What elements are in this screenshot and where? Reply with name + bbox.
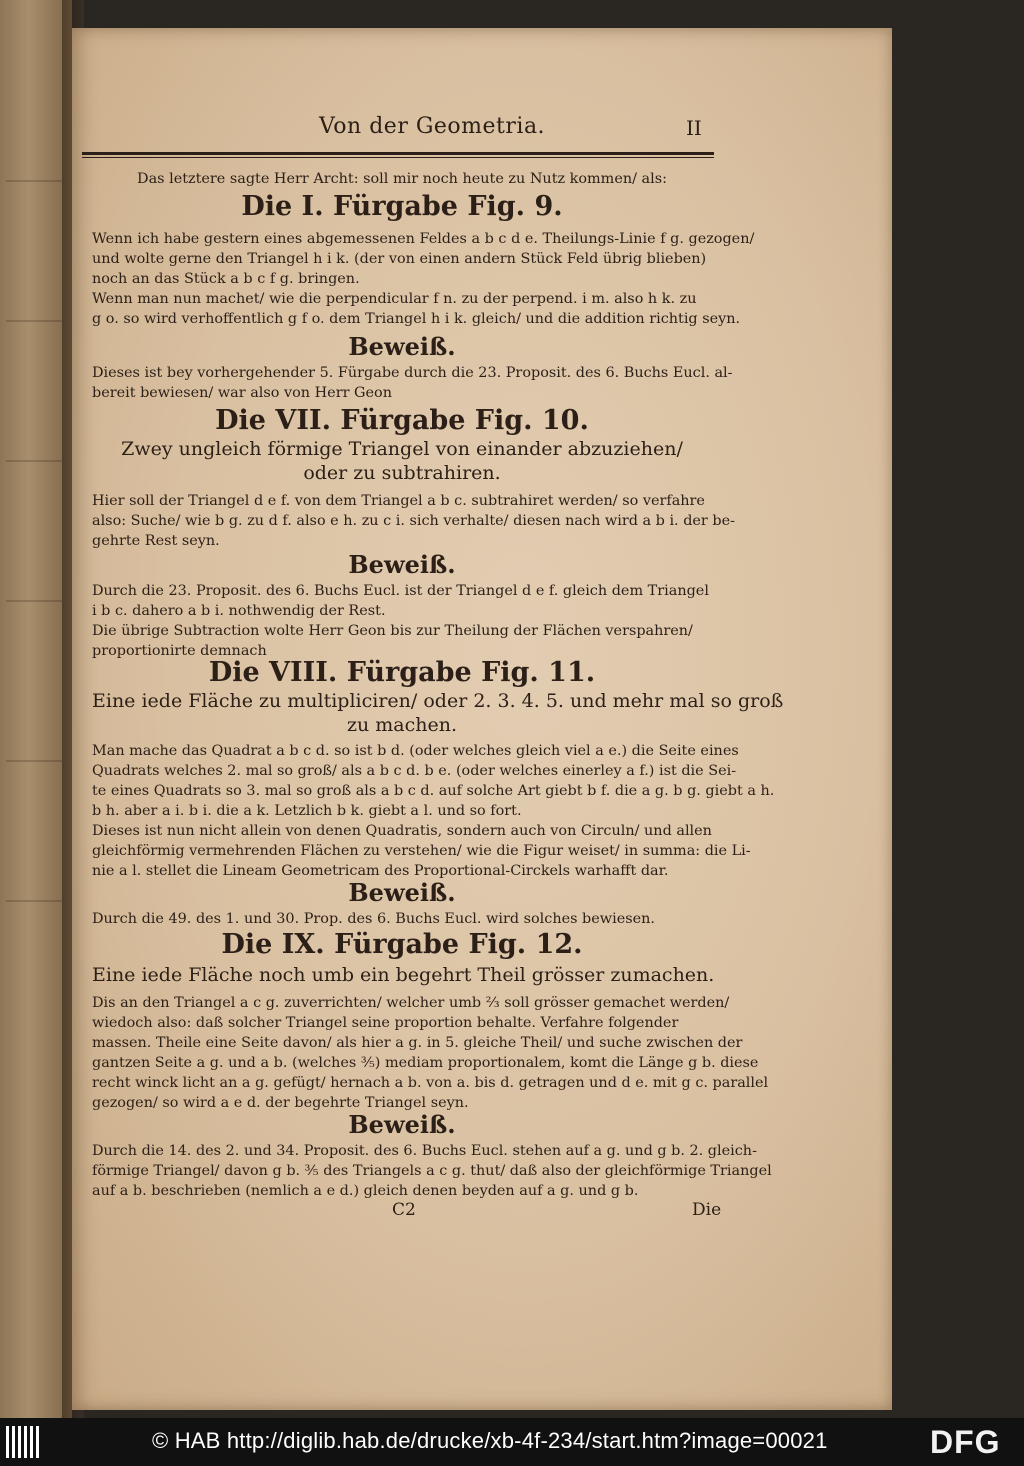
- text-line: te eines Quadrats so 3. mal so groß als a b c d. auf solche Art giebt b f. die a g. b g. giebt a h.: [92, 783, 775, 799]
- text-line: und wolte gerne den Triangel h i k. (der von einen andern Stück Feld übrig blieben): [92, 251, 707, 267]
- heading-beweiss: Beweiß.: [348, 332, 456, 361]
- text-line: b h. aber a i. b i. die a k. Letzlich b k. giebt a l. und so fort.: [92, 803, 522, 819]
- header-rule-thin: [82, 157, 714, 158]
- dfg-logo: DFG: [930, 1424, 1001, 1460]
- heading-fuergabe-7: Die VII. Fürgabe Fig. 10.: [215, 405, 589, 436]
- header-rule: [82, 152, 714, 155]
- text-line: g o. so wird verhoffentlich g f o. dem Triangel h i k. gleich/ und die addition richtig seyn.: [92, 311, 741, 327]
- text-line: gehrte Rest seyn.: [92, 533, 220, 549]
- text-line: Dis an den Triangel a c g. zuverrichten/ welcher umb ⅔ soll grösser gemachet werden/: [92, 995, 730, 1011]
- running-title: Von der Geometria.: [318, 114, 546, 139]
- page-text: [72, 28, 892, 1410]
- subheading: oder zu subtrahiren.: [303, 462, 501, 484]
- text-line: proportionirte demnach: [92, 643, 267, 659]
- heading-fuergabe-1: Die I. Fürgabe Fig. 9.: [241, 191, 563, 222]
- text-line: Die übrige Subtraction wolte Herr Geon bis zur Theilung der Flächen verspahren/: [92, 623, 693, 639]
- text-line: Hier soll der Triangel d e f. von dem Triangel a b c. subtrahiret werden/ so verfahre: [92, 493, 705, 509]
- text-line: bereit bewiesen/ war also von Herr Geon: [92, 385, 392, 401]
- signature-mark: C2: [392, 1200, 416, 1220]
- text-line: Dieses ist nun nicht allein von denen Quadratis, sondern auch von Circuln/ und allen: [92, 823, 712, 839]
- heading-beweiss: Beweiß.: [348, 550, 456, 579]
- text-line: gantzen Seite a g. und a b. (welches ⅗) mediam proportionalem, komt die Länge g b. diese: [92, 1055, 759, 1071]
- heading-beweiss: Beweiß.: [348, 878, 456, 907]
- text-line: Wenn man nun machet/ wie die perpendicular f n. zu der perpend. i m. also h k. zu: [92, 291, 697, 307]
- hab-logo-icon: [6, 1426, 42, 1458]
- text-line: förmige Triangel/ davon g b. ⅗ des Triangels a c g. thut/ daß also der gleichförmige Triangel: [92, 1163, 772, 1179]
- copyright-link[interactable]: © HAB http://diglib.hab.de/drucke/xb-4f-234/start.htm?image=00021: [152, 1428, 828, 1453]
- page-number: II: [686, 116, 702, 140]
- text-line: wiedoch also: daß solcher Triangel seine proportion behalte. Verfahre folgender: [92, 1015, 679, 1031]
- book-page: [72, 28, 892, 1410]
- catchword: Die: [692, 1200, 722, 1220]
- text-line: gleichförmig vermehrenden Flächen zu verstehen/ wie die Figur weiset/ in summa: die Li-: [92, 843, 751, 859]
- text-line: auf a b. beschrieben (nemlich a e d.) gleich denen beyden auf a g. und g b.: [92, 1183, 639, 1199]
- text-line: gezogen/ so wird a e d. der begehrte Triangel seyn.: [92, 1095, 469, 1111]
- subheading: Eine iede Fläche zu multipliciren/ oder 2. 3. 4. 5. und mehr mal so groß: [92, 690, 784, 712]
- text-line: noch an das Stück a b c f g. bringen.: [92, 271, 360, 287]
- text-line: Wenn ich habe gestern eines abgemessenen Feldes a b c d e. Theilungs-Linie f g. gezogen/: [92, 231, 755, 247]
- text-line: nie a l. stellet die Lineam Geometricam des Proportional-Circkels warhafft dar.: [92, 863, 669, 879]
- text-line: Dieses ist bey vorhergehender 5. Fürgabe durch die 23. Proposit. des 6. Buchs Eucl. al-: [92, 365, 733, 381]
- text-line: Das letztere sagte Herr Archt: soll mir noch heute zu Nutz kommen/ als:: [137, 171, 667, 187]
- subheading: Zwey ungleich förmige Triangel von einander abzuziehen/: [121, 438, 683, 460]
- text-line: Durch die 49. des 1. und 30. Prop. des 6. Buchs Eucl. wird solches bewiesen.: [92, 911, 655, 927]
- viewer-footer: [0, 1418, 1024, 1466]
- text-line: also: Suche/ wie b g. zu d f. also e h. zu c i. sich verhalte/ diesen nach wird a b i. der be-: [92, 513, 735, 529]
- text-line: recht winck licht an a g. gefügt/ hernach a b. von a. bis d. getragen und d e. mit g c. parallel: [92, 1075, 769, 1091]
- heading-fuergabe-8: Die VIII. Fürgabe Fig. 11.: [208, 657, 596, 688]
- text-line: Durch die 23. Proposit. des 6. Buchs Eucl. ist der Triangel d e f. gleich dem Triangel: [92, 583, 709, 599]
- text-line: i b c. dahero a b i. nothwendig der Rest.: [92, 603, 386, 619]
- text-line: massen. Theile eine Seite davon/ als hier a g. in 5. gleiche Theil/ und suche zwischen der: [92, 1035, 743, 1051]
- heading-beweiss: Beweiß.: [348, 1110, 456, 1139]
- text-line: Quadrats welches 2. mal so groß/ als a b c d. b e. (oder welches einerley a f.) ist die Sei-: [92, 763, 737, 779]
- text-line: Man mache das Quadrat a b c d. so ist b d. (oder welches gleich viel a e.) die Seite eines: [92, 743, 739, 759]
- heading-fuergabe-9: Die IX. Fürgabe Fig. 12.: [221, 929, 583, 960]
- text-line: Durch die 14. des 2. und 34. Proposit. des 6. Buchs Eucl. stehen auf a g. und g b. 2. gleich-: [92, 1143, 757, 1159]
- subheading: zu machen.: [346, 714, 458, 736]
- subheading: Eine iede Fläche noch umb ein begehrt Theil grösser zumachen.: [92, 964, 715, 986]
